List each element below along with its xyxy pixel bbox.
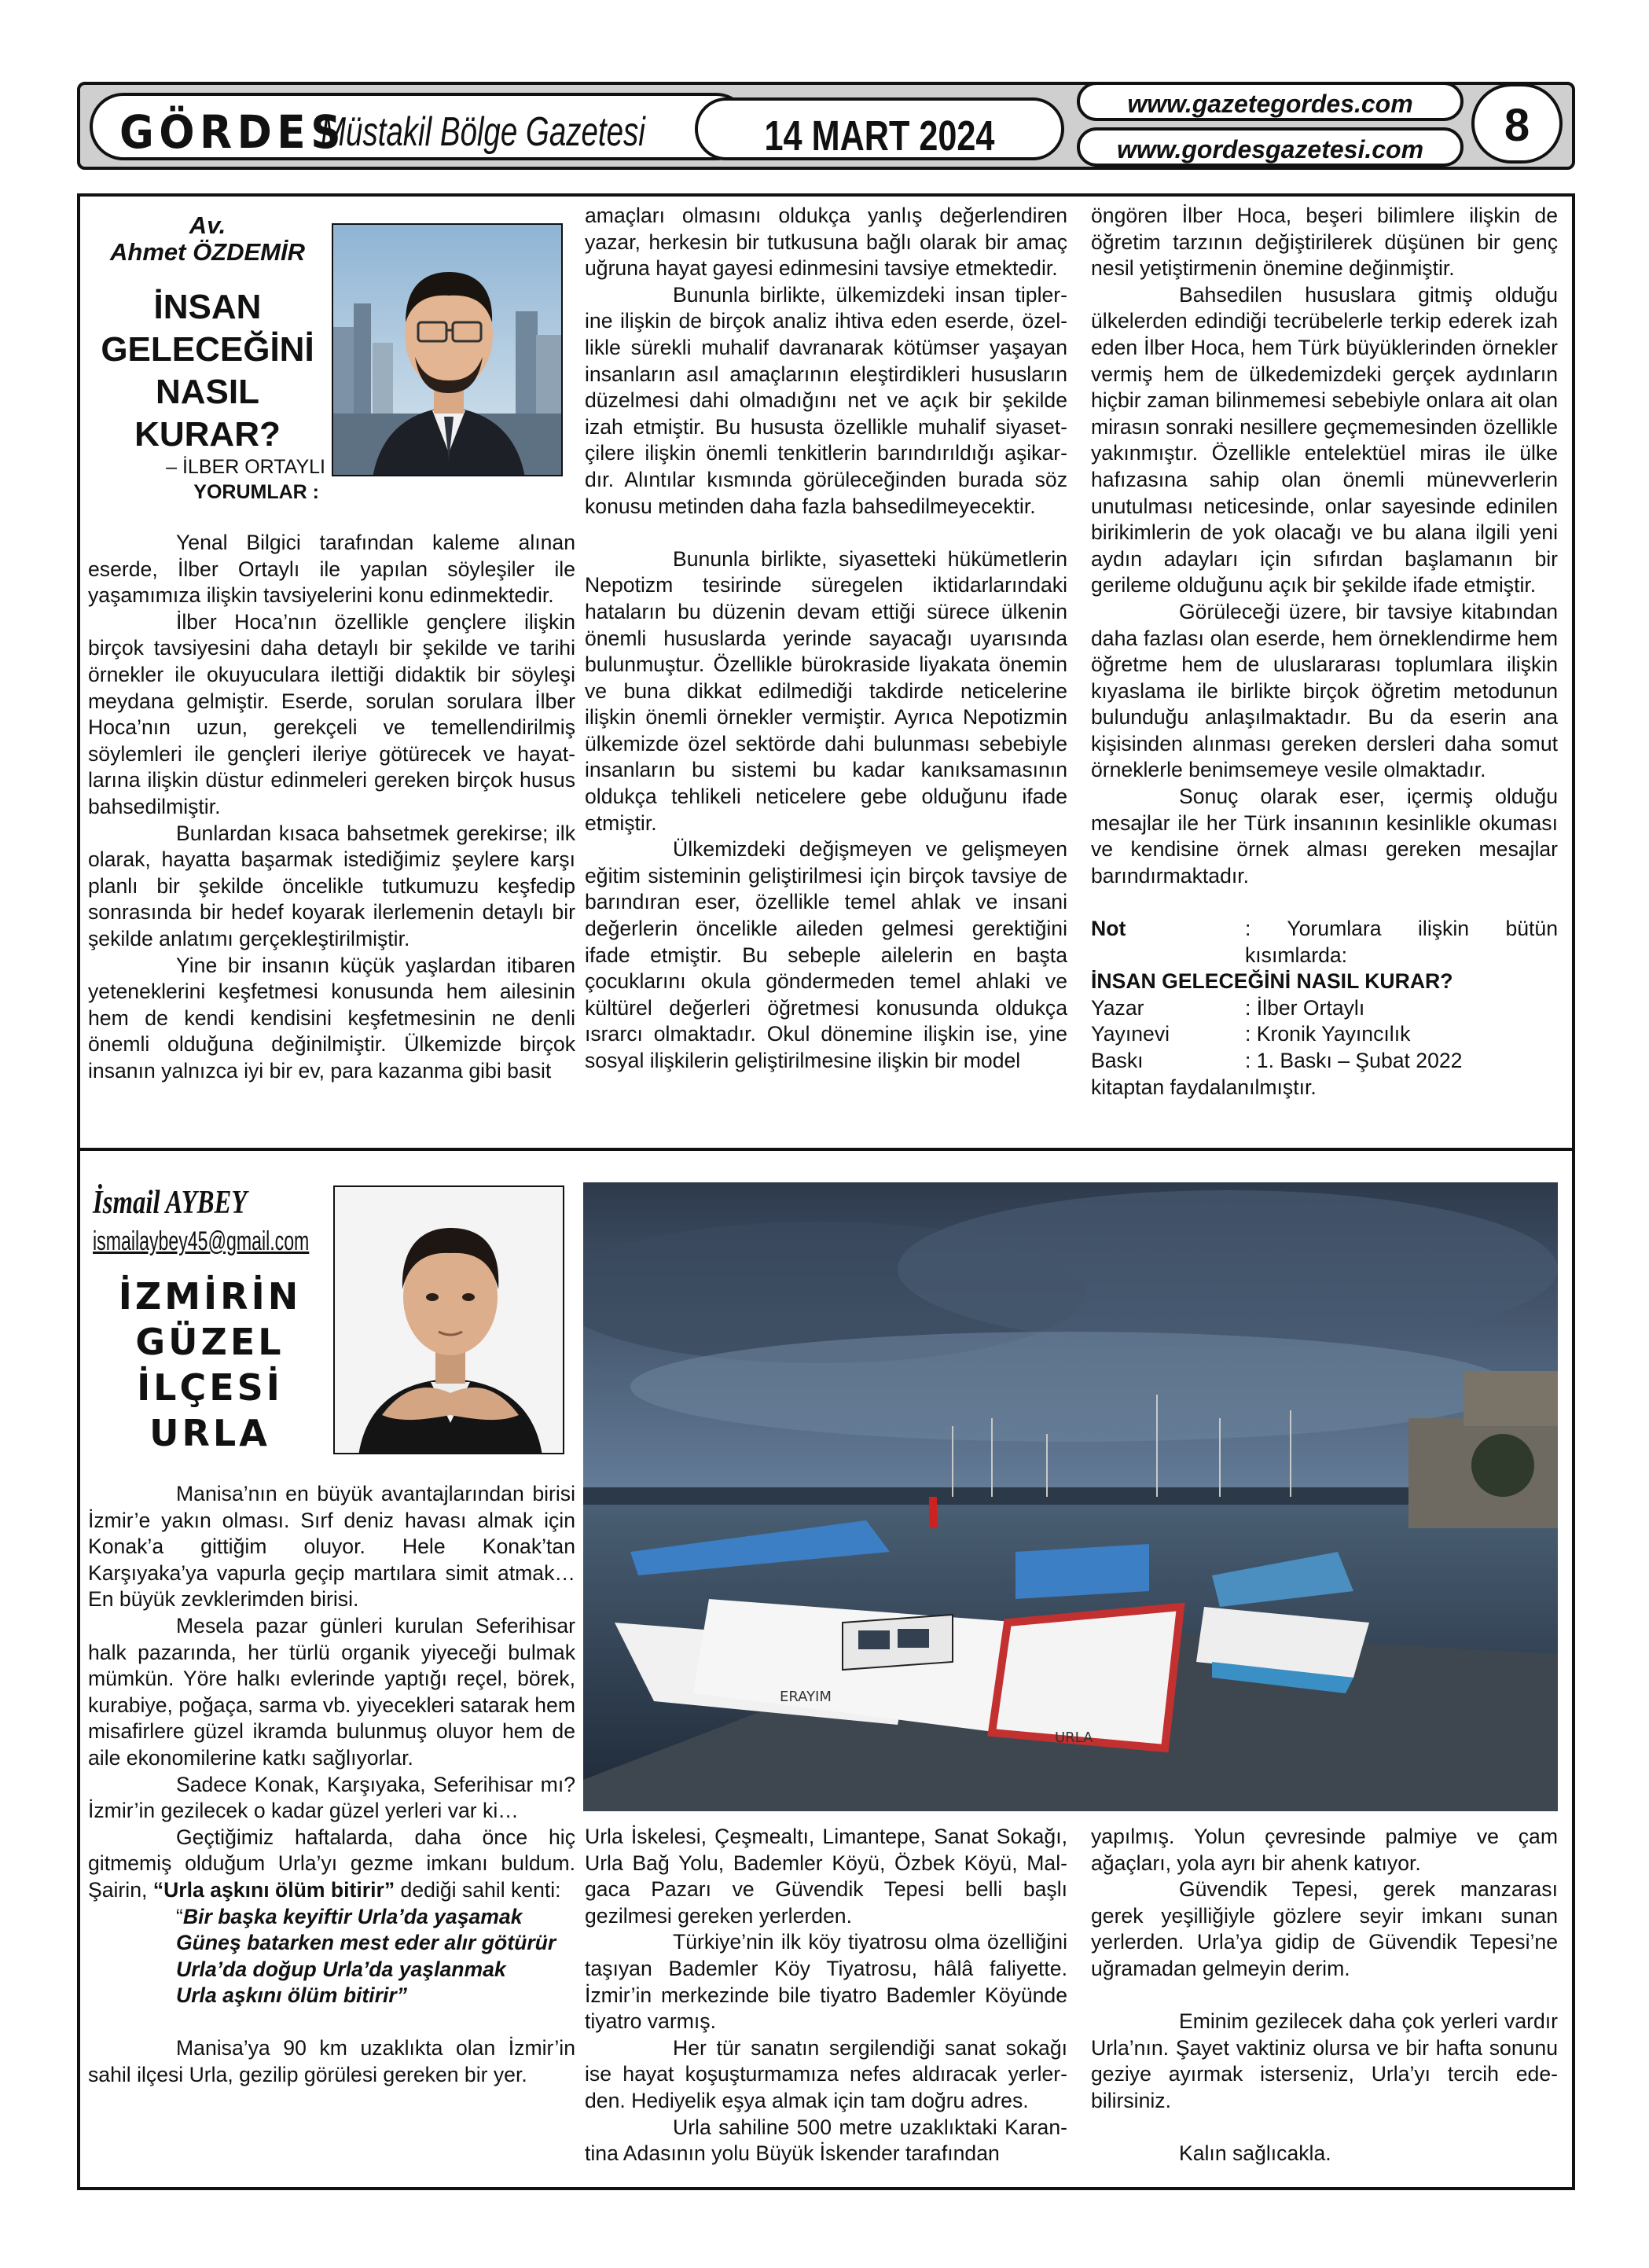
website-1[interactable]: www.gazetegordes.com xyxy=(1127,90,1413,118)
note-value: : İlber Ortaylı xyxy=(1245,995,1365,1020)
website-2[interactable]: www.gordesgazetesi.com xyxy=(1116,135,1424,164)
article1-column-1 xyxy=(88,530,575,1084)
headline-line: İNSAN xyxy=(153,288,262,326)
poem-line: Urla’da doğup Urla’da yaşlanmak xyxy=(176,1957,506,1981)
paragraph: Bununla birlikte, siyasetteki hükümetlerin Nepotizm tesirinde süregelen iktidarlarındaki hataların bu düzenin devam ettiği sürece ülkenin önemli hususlarda yerinde sayacağı uyarısında bulunmuştur. Özellikle bürokraside liyakata önemin ve buna dikkat edilmediği takdirde neticelerine ilişkin önemli örnekler vermiştir. Ayrıca Nepotizmin ülkemizde özel sektörde dahi bulunması sebebiyle insanların bu sistemi bu kadar kanıksamasının oldukça tehlikeli neticelere gebe olduğunu ifade etmiştir. xyxy=(585,546,1067,835)
paragraph: Sadece Konak, Karşıyaka, Seferihisar mı? İzmir’in gezilecek o kadar güzel yerleri var ki… xyxy=(88,1772,575,1823)
note-row xyxy=(1091,916,1558,969)
headline-line: İLÇESİ xyxy=(137,1366,283,1409)
article1-column-3 xyxy=(1091,203,1558,1101)
paragraph: amaçları olmasını oldukça yanlış değerlendiren yazar, herkesin bir tutkusuna bağlı olarak bir amaç uğruna hayat gayesi edinmesini tavsiye etmektedir. xyxy=(585,204,1067,281)
source-note-table xyxy=(1091,916,1558,1101)
website-pill-1 xyxy=(1077,82,1464,121)
author-title: Av. xyxy=(189,211,226,239)
note-row xyxy=(1091,1048,1558,1075)
headline-line: GELECEĞİNİ xyxy=(101,330,314,369)
paragraph: Manisa’ya 90 km uzaklıkta olan İzmir’in sahil ilçesi Urla, gezilip görülesi gereken bir yer. xyxy=(88,2036,575,2087)
note-key: Yazar xyxy=(1091,995,1144,1020)
paragraph xyxy=(88,1825,575,1904)
article2-column-1 xyxy=(88,1481,575,2089)
page-number-pill xyxy=(1471,83,1563,164)
article2-headline xyxy=(88,1274,332,1456)
article2-author-name: İsmail AYBEY xyxy=(93,1185,248,1221)
paragraph: Her tür sanatın sergilendiği sanat sokağı ise hayat koşuşturmamıza nefes aldıracak yerlerden. Hediyelik eşya almak için tam doğru adres. xyxy=(585,2035,1067,2112)
boat-name-1: ERAYIM xyxy=(780,1689,832,1705)
paragraph: Türkiye’nin ilk köy tiyatrosu olma özelliğini taşıyan Bademler Köy Tiyatrosu, hâlâ faliyette. İzmir’in merkezinde bile tiyatro Bademler Köyünde tiyatro varmış. xyxy=(585,1930,1067,2034)
author-name: Ahmet ÖZDEMİR xyxy=(110,238,305,266)
note-footer: kitaptan faydalanılmıştır. xyxy=(1091,1075,1317,1099)
paragraph: Urla sahiline 500 metre uzaklıktaki Karantina Adasının yolu Büyük İskender tarafından xyxy=(585,2115,1067,2166)
paragraph: Görüleceği üzere, bir tavsiye kitabından daha fazlası olan eserde, hem örneklendirme hem öğretme hem de uluslararası toplumlara ilişkin kıyaslama ile birlikte birçok öğretim metodunun bulunduğu anlaşılmaktadır. Bu da eserin ana kişisinden alınması gereken dersleri daha somut örneklerle benimsemeye vesile olmaktadır. xyxy=(1091,599,1558,782)
paper-name: GÖRDES xyxy=(119,105,347,159)
paragraph: Manisa’nın en büyük avantajlarından birisi İzmir’e yakın olması. Sırf deniz havası almak için Konak’a gittiğim oluyor. Hele Konak’tan Karşıyaka’ya vapurla geçip martılara simit atmak…En büyük zevklerimden birisi. xyxy=(88,1482,575,1612)
author-photo xyxy=(333,1185,564,1454)
paragraph: Bununla birlikte, ülkemizdeki insan tiplerine ilişkin de birçok analiz ihtiva eden eserde, özellikle sürekli muhalif davranarak kötümser yaşayan insanların asıl amaçlarının eleştirdikleri hususların düzelmesi dahi olmadığını net ve açık bir şekilde izah etmiştir. Bu hususta özellikle muhalif siyasetçilere ilişkin önemli tenkitlerin barındırıldığı aşikardır. Alıntılar kısmında görüleceğinden burada söz konusu metinden daha fazla bahsedilmeyecektir. xyxy=(585,282,1067,518)
article-urla xyxy=(77,1148,1575,2190)
headline-line: GÜZEL xyxy=(135,1321,285,1363)
paragraph: Mesela pazar günleri kurulan Seferihisar halk pazarında, her türlü organik yiyeceği bulmak mümkün. Yöre halkı evlerinde yaptığı reçel, börek, kurabiye, poğaça, sarma vb. yiyecekleri satarak hem misafirlere güzel ikramda bulunmuş oluyor hem de aile ekonomilerine katkı sağlıyorlar. xyxy=(88,1613,575,1770)
author-photo xyxy=(332,223,563,476)
poem-open-quote: “ xyxy=(176,1904,183,1928)
paragraph: öngören İlber Hoca, beşeri bilimlere ilişkin de öğretim tarzının değiştirilerek düşünen bir genç nesil yetiştirmenin önemine değinmiştir. xyxy=(1091,204,1558,281)
masthead-name-pill xyxy=(90,93,750,160)
issue-date: 14 MART 2024 xyxy=(764,112,995,160)
article2-column-2 xyxy=(585,1824,1067,2167)
note-row xyxy=(1091,995,1558,1022)
article1-headline xyxy=(83,286,332,456)
paragraph: Urla İskelesi, Çeşmealtı, Limantepe, Sanat Sokağı, Urla Bağ Yolu, Bademler Köyü, Özbek Köyü, Malgaca Pazarı ve Güvendik Tepesi belli başlı gezilmesi gereken yerlerden. xyxy=(585,1825,1067,1928)
poem-line-text: Bir başka keyiftir Urla’da yaşamak xyxy=(182,1904,523,1928)
poem-line xyxy=(176,1904,575,1931)
note-value: : Kronik Yayıncılık xyxy=(1245,1022,1411,1046)
article1-byline xyxy=(90,212,325,266)
note-key: Yayınevi xyxy=(1091,1022,1170,1046)
paragraph: Bahsedilen hususlara gitmiş olduğu ülkelerden edindiği tecrübelerle terkip ederek izah eden İlber Hoca, hem Türk büyüklerinden örnekler vermiş hem de ülkedemizdeki gerçek aydınların hiçbir zaman bilinmemesi sebebiyle onlara ait olan mirasın sonraki nesillere geçmemesinden özellikle yakınmıştır. Özellikle entelektüel miras ile ülke hafızasına sahip olan önemli münevverlerin unutulması neticesinde, onlar sayesinde edinilen birikimlerin de yok olacağı ve bu alana ilgili yeni aydın adayları için sıfırdan başlamanın bir gerileme olduğunu açık bir şekilde ifade etmiştir. xyxy=(1091,282,1558,597)
note-row xyxy=(1091,1021,1558,1048)
paragraph: İlber Hoca’nın özellikle gençlere ilişkin birçok tavsiyesini daha detaylı bir şekilde ve tarihi örnekler ile okuyuculara ilettiği didaktik bir söyleşi meydana gelmiştir. Eserde, sorulan sorulara İlber Hoca’nın uzun, gerekçeli ve temellendirilmiş söylemleri ile gençleri ileriye götürecek ve hayatlarına ilişkin düstur edinmeleri gereken birçok husus bahsedilmiştir. xyxy=(88,609,575,818)
poem-line: Urla aşkını ölüm bitirir” xyxy=(176,1983,408,2008)
urla-harbor-photo xyxy=(583,1182,1558,1811)
paragraph: Ülkemizdeki değişmeyen ve gelişmeyen eğitim sisteminin geliştirilmesi için birçok tavsiye de barındıran eser, özellikle temel ahlak ve insani değerlerin öncelikle aileden gelmesi gerektiğini ifade etmiştir. Bu sebeple ailelerin en başta çocuklarını okula göndermeden temel ahlaki ve kültürel değerleri öğretmesi konusunda oldukça ısrarcı olmaktadır. Okul dönemine ilişkin ise, yine sosyal ilişkilerin geliştirilmesine ilişkin bir model xyxy=(585,837,1067,1072)
boat-name-2: URLA xyxy=(1055,1729,1093,1746)
headline-line: URLA xyxy=(149,1412,270,1454)
paragraph: Güvendik Tepesi, gerek manzarası gerek yeşilliğiyle gözlere seyir imkanı sunan yerlerden. Urla’ya gidip de Güvendik Tepesi’ne uğramadan gelmeyin derim. xyxy=(1091,1877,1558,1980)
source-note xyxy=(1091,916,1558,1101)
author-portrait-image xyxy=(333,225,563,476)
quote-highlight: “Urla aşkını ölüm bitirir” xyxy=(152,1877,395,1902)
poem-line: Güneş batarken mest eder alır götürür xyxy=(176,1931,556,1955)
headline-line: İZMİRİN xyxy=(118,1275,302,1318)
article1-subtitle: – İLBER ORTAYLI xyxy=(166,456,325,478)
note-book-title: İNSAN GELECEĞİNİ NASIL KURAR? xyxy=(1091,969,1453,994)
paragraph: Bunlardan kısaca bahsetmek gerekirse; ilk olarak, hayatta başarmak istediğimiz şeylere karşı planlı bir şekilde öncelikle tutkumuzu keşfedip sonrasında bir hedef koyarak ilerlemenin detaylı bir şekilde anlatımı gerçekleştirilmiştir. xyxy=(88,821,575,950)
note-row xyxy=(1091,969,1558,995)
article2-author-email[interactable]: ismailaybey45@gmail.com xyxy=(93,1226,310,1256)
headline-line: KURAR? xyxy=(134,415,281,454)
author-portrait-image xyxy=(335,1187,564,1454)
paragraph: Yine bir insanın küçük yaşlardan itibaren yeteneklerini keşfetmesi konusunda hem ailesinin hem de kendi kendisini keşfetmesinin ne denli önemli olduğuna değinilmiştir. Ülkemizde birçok insanın yalnızca iyi bir ev, para kazanma gibi basit xyxy=(88,953,575,1083)
paragraph: Sonuç olarak eser, içermiş olduğu mesajlar ile her Türk insanının kesinlikle okuması ve kendisine örnek alması gereken mesajlar barındırmaktadır. xyxy=(1091,785,1558,888)
paragraph: Kalın sağlıcakla. xyxy=(1179,2141,1331,2166)
text-run: Geçtiğimiz haftalarda, daha önce hiç gitmemiş olduğum Urla’yı gezme imkanı buldum. Şairin, xyxy=(88,1825,575,1902)
article-book-review xyxy=(77,193,1575,1160)
paragraph: Yenal Bilgici tarafından kaleme alınan eserde, İlber Ortaylı ile yapılan söyleşiler ile yaşamımıza ilişkin tavsiyelerini konu edinmektedir. xyxy=(88,531,575,608)
date-pill xyxy=(695,97,1064,160)
harbor-image xyxy=(583,1182,1558,1811)
article1-section-label: YORUMLAR : xyxy=(193,481,319,503)
masthead xyxy=(77,82,1575,170)
article2-column-3 xyxy=(1091,1824,1558,2167)
paragraph: Eminim gezilecek daha çok yerleri vardır Urla’nın. Şayet vaktiniz olursa ve bir hafta sonunu geziye ayırmak isterseniz, Urla’yı tercih edebilirsiniz. xyxy=(1091,2009,1558,2112)
paper-tagline: Müstakil Bölge Gazetesi xyxy=(321,109,645,155)
note-key: Baskı xyxy=(1091,1049,1144,1072)
poem xyxy=(88,1904,575,2009)
note-value: : 1. Baskı – Şubat 2022 xyxy=(1245,1049,1463,1072)
note-text: : Yorumlara ilişkin bütün kısımlarda: xyxy=(1245,917,1558,967)
headline-line: NASIL xyxy=(156,373,259,411)
text-run: dediği sahil kenti: xyxy=(400,1877,561,1902)
website-pill-2 xyxy=(1077,127,1464,167)
paragraph: yapılmış. Yolun çevresinde palmiye ve çam ağaçları, yola ayrı bir ahenk katıyor. xyxy=(1091,1825,1558,1875)
note-row xyxy=(1091,1075,1558,1101)
page-number: 8 xyxy=(1504,100,1530,151)
article1-column-2 xyxy=(585,203,1067,1075)
note-label: Not xyxy=(1091,917,1126,941)
